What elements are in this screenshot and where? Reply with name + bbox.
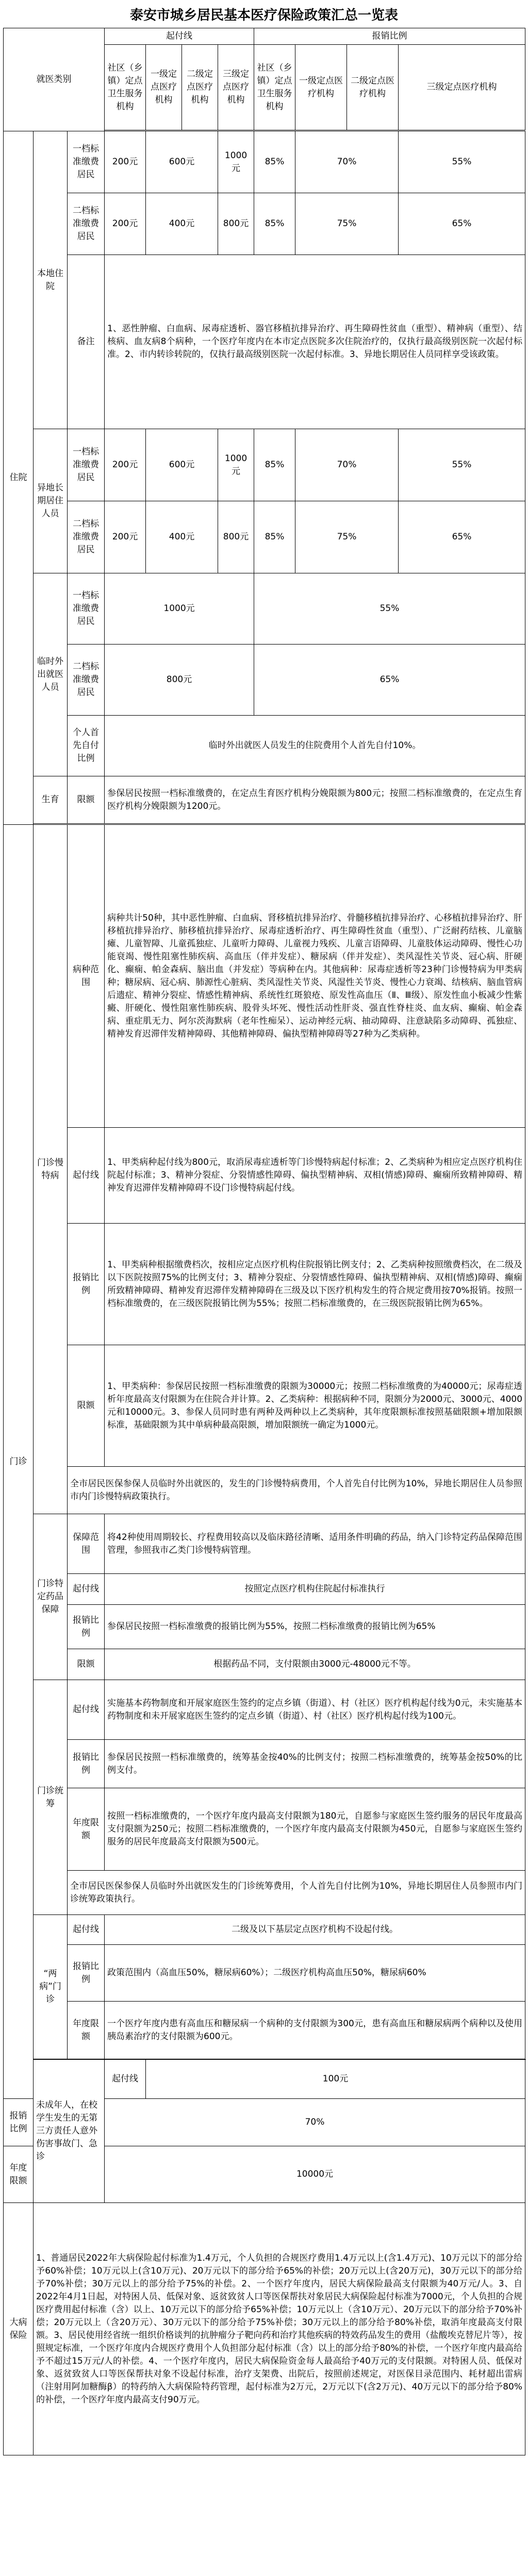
cell: 1000元 <box>105 573 254 645</box>
cell: 55% <box>399 429 525 501</box>
table-row <box>4 1605 525 1649</box>
cell: 65% <box>254 645 525 716</box>
header-ratio-level1: 一级定点医疗机构 <box>295 45 347 130</box>
cell: 1000元 <box>218 131 254 193</box>
table-row <box>4 255 525 429</box>
table-row <box>4 1224 525 1345</box>
two-limit: 一个医疗年度内患有高血压和糖尿病一个病种的支付限额为300元，患有高血压和糖尿病两个病种以及使用胰岛素治疗的支付限额为600元。 <box>105 2002 525 2059</box>
chronic-note: 全市居民医保参保人员临时外出就医的，发生的门诊慢特病费用，个人首先自付比例为10%，异地长期居住人员参照市内门诊慢特病政策执行。 <box>68 1467 525 1514</box>
maternity-sub: 限额 <box>68 776 105 824</box>
header-community: 社区（乡镇）定点卫生服务机构 <box>105 45 146 130</box>
two-ratio: 政策范围内（高血压50%，糖尿病60%）；二级医疗机构高血压50%，糖尿病60% <box>105 1945 525 2002</box>
table-row <box>4 776 525 824</box>
minors-ratio-label: 报销比例 <box>4 2099 34 2146</box>
table-row <box>4 716 525 776</box>
serious-text: 1、普通居民2022年大病保险起付标准为1.4万元，个人负担的合规医疗费用1.4万元以上(含1.4万元)、10万元以下的部分给予60%补偿；10万元以上(含10万元)、20万元以下的部分给予65%的补偿；20万元以上(含20万元)，30万元以下的部分给予70%补偿；30万元以上的部分给予75%的补偿。2、一个医疗年度内，居民大病保险最高支付限额为40万元/人。3、自2022年4月1日起，对特困人员、低保对象、返贫致贫人口等医保帮扶对象居民大病保险起付标准为7000元，个人负担的合规医疗费用起付标准（含）以上、10万元以下的部分给予65%补偿；10万元以上（含10万元）、20万元以下的部分给予70%补偿；20万元以上（含20万元）、30万元以下的部分给予75%补偿；30万元以上的部分给予80%补偿，取消年度最高支付限额。3、居民使用经省统一组织价格谈判的抗肿瘤分子靶向药和治疗其他疾病的特效药品发生的费用（盐酸埃克替尼片等），按照规定标准，一个医疗年度内合规医疗费用个人负担部分起付标准（含）以上的部分给予80%的补偿，一个医疗年度内最高给予不超过15万元/人的补偿。4、一个医疗年度内，居民大病保险资金每人最高给予40万元的支付限额。对特困人员、低保对象、返贫致贫人口等医保帮扶对象不设起付标准，治疗支架费、出院后，按照前述规定，对医保目录范围内、耗材超出雷病（注射用阿加糖酶β）的特药纳入大病保险特药管理，起付标准为2万元，2万元以下(含2万元)、40万元以下的部分给予80%的补偿，一个医疗年度内最高支付90万元。 <box>34 2203 525 2455</box>
header-level1: 一级定点医疗机构 <box>146 45 182 130</box>
remark-text: 1、恶性肿瘤、白血病、尿毒症透析、器官移植抗排异治疗、再生障碍性贫血（重型）、精神病（重型）、结核病、血友病8个病种，一个医疗年度内在本市定点医院多次住院治疗的，仅执行最高级别医院一次起付标准。2、市内转诊转院的，仅执行最高级别医院一次起付标准。3、异地长期居住人员同样享受该政策。 <box>105 255 525 429</box>
remote-long-label: 异地长期居住人员 <box>34 429 68 573</box>
chronic-limit-label: 限额 <box>68 1345 105 1467</box>
page <box>3 3 525 2455</box>
header-threshold: 起付线 <box>105 28 254 45</box>
table-row <box>4 1574 525 1605</box>
drug-scope-label: 保障范围 <box>68 1514 105 1574</box>
cell: 400元 <box>146 193 218 255</box>
table-row <box>4 1467 525 1514</box>
table-row <box>4 1915 525 1945</box>
page-title: 泰安市城乡居民基本医疗保险政策汇总一览表 <box>129 8 398 23</box>
header-category: 就医类别 <box>4 28 105 131</box>
pooling-ratio: 参保居民按照一档标准缴费的，统筹基金按40%的比例支付；按照二档标准缴费的，统筹基金按50%的比例支付。 <box>105 1740 525 1788</box>
tier-label: 二档标准缴费居民 <box>68 501 105 573</box>
table-row <box>4 645 525 716</box>
drug-limit: 根据药品不同，支付限额由3000元-48000元不等。 <box>105 1649 525 1680</box>
temp-out-label: 临时外出就医人员 <box>34 573 68 776</box>
minors-limit-label: 年度限额 <box>4 2146 34 2203</box>
remark-label: 备注 <box>68 255 105 429</box>
cell: 75% <box>295 501 399 573</box>
chronic-label: 门诊慢特病 <box>34 825 68 1514</box>
cell: 85% <box>254 131 295 193</box>
drug-threshold-label: 起付线 <box>68 1574 105 1605</box>
header-ratio: 报销比例 <box>254 28 525 45</box>
minors-threshold-label: 起付线 <box>105 2060 146 2099</box>
header-level3: 三级定点医疗机构 <box>218 45 254 130</box>
serious-label: 大病保险 <box>4 2203 34 2455</box>
cell: 200元 <box>105 131 146 193</box>
drug-ratio: 参保居民按照一档标准缴费的报销比例为55%，按照二档标准缴费的报销比例为65% <box>105 1605 525 1649</box>
tier-label: 一档标准缴费居民 <box>68 573 105 645</box>
table-row <box>4 2203 525 2455</box>
pooling-limit: 按照一档标准缴费的，一个医疗年度内最高支付限额为180元，自愿参与家庭医生签约服务的居民年度最高支付限额为250元；按照二档标准缴费的，一个医疗年度内最高支付限额为450元，自愿参与家庭医生签约服务的居民年度最高支付限额为500元。 <box>105 1788 525 1871</box>
table-row <box>4 1649 525 1680</box>
pooling-ratio-label: 报销比例 <box>68 1740 105 1788</box>
table-row <box>4 573 525 645</box>
cell: 800元 <box>105 645 254 716</box>
tier-label: 二档标准缴费居民 <box>68 193 105 255</box>
pooling-threshold: 实施基本药物制度和开展家庭医生签约的定点乡镇（街道）、村（社区）医疗机构起付线为0元，未实施基本药物制度和未开展家庭医生签约的定点乡镇（街道）、村（社区）医疗机构起付线为100元。 <box>105 1680 525 1740</box>
tier-label: 二档标准缴费居民 <box>68 645 105 716</box>
minors-threshold: 100元 <box>146 2060 525 2099</box>
cell: 200元 <box>105 193 146 255</box>
two-threshold: 二级及以下基层定点医疗机构不设起付线。 <box>105 1915 525 1945</box>
cell: 75% <box>295 193 399 255</box>
table-row <box>4 1514 525 1574</box>
chronic-limit: 1、甲类病种：参保居民按照一档标准缴费的限额为30000元；按照二档标准缴费的为40000元；尿毒症透析年度最高支付限额为在住院合并计算。2、乙类病种：根据病种不同，限额分为2000元、3000元、4000元和10000元。3、参保人员同时患有两种及两种以上乙类病种，其年度限额标准按照基础限额+增加限额标准，基础限额为其中单病种最高限额，增加限额统一确定为1000元。 <box>105 1345 525 1467</box>
cell: 200元 <box>105 429 146 501</box>
table-row <box>4 2060 525 2099</box>
table-row <box>4 1871 525 1915</box>
chronic-threshold-label: 起付线 <box>68 1128 105 1224</box>
maternity-label: 生育 <box>34 776 68 824</box>
header-level2: 二级定点医疗机构 <box>182 45 218 130</box>
self-pay-label: 个人首先自付比例 <box>68 716 105 776</box>
local-label: 本地住院 <box>34 131 68 429</box>
table-row <box>4 1945 525 2002</box>
table-row <box>4 825 525 1128</box>
two-limit-label: 年度限额 <box>68 2002 105 2059</box>
cell: 800元 <box>218 193 254 255</box>
policy-table <box>3 28 525 2455</box>
drug-label: 门诊特定药品保障 <box>34 1514 68 1680</box>
table-row <box>4 1128 525 1224</box>
header-ratio-level3: 三级定点医疗机构 <box>399 45 525 130</box>
chronic-ratio: 1、甲类病种根据缴费档次，按相应定点医疗机构住院报销比例支付；2、乙类病种按照缴费档次，在二级及以下医院按照75%的比例支付；3、精神分裂症、分裂情感性障碍、偏执型精神病、双相(情感)障碍、癫痫所致精神障碍、精神发育迟滞伴发精神障碍在三级及以下医疗机构发生的符合规定费用按70%报销。按照一档标准缴费的，在三级医院报销比例为55%；按照二档标准缴费的，在三级医院报销比例为65%。 <box>105 1224 525 1345</box>
cell: 65% <box>399 193 525 255</box>
cell: 70% <box>295 131 399 193</box>
cell: 600元 <box>146 429 218 501</box>
cell: 70% <box>295 429 399 501</box>
chronic-ratio-label: 报销比例 <box>68 1224 105 1345</box>
table-row <box>4 2002 525 2059</box>
header-ratio-level2: 二级定点医疗机构 <box>347 45 399 130</box>
tier-label: 一档标准缴费居民 <box>68 429 105 501</box>
cell: 85% <box>254 501 295 573</box>
drug-limit-label: 限额 <box>68 1649 105 1680</box>
table-row <box>4 429 525 501</box>
table-row <box>4 193 525 255</box>
cell: 1000元 <box>218 429 254 501</box>
header-ratio-community: 社区（乡镇）定点卫生服务机构 <box>254 45 295 130</box>
table-row <box>4 1788 525 1871</box>
minors-limit: 10000元 <box>105 2146 525 2203</box>
table-row <box>4 1680 525 1740</box>
two-threshold-label: 起付线 <box>68 1915 105 1945</box>
chronic-scope-label: 病种范围 <box>68 825 105 1128</box>
chronic-scope: 病种共计50种，其中恶性肿瘤、白血病、肾移植抗排异治疗、骨髓移植抗排异治疗、心移植抗排异治疗、肝移植抗排异治疗、肺移植抗排异治疗、尿毒症透析治疗、再生障碍性贫血（重型）、广泛耐药结核、儿童脑瘫、儿童智障、儿童孤独症、儿童听力障碍、儿童视力残疾、儿童言语障碍、儿童肢体运动障碍、慢性心功能衰竭、慢性阻塞性肺疾病、高血压（伴并发症）、糖尿病（伴并发症）、类风湿性关节炎、冠心病、肝硬化、癫痫、帕金森病、脑出血（并发症）等病种在内。其他病种：尿毒症透析等23种门诊慢特病为甲类病种；糖尿病、冠心病、肺源性心脏病、类风湿性关节炎、风湿性关节炎、慢性心力衰竭、结核病、脑血管病后遗症、精神分裂症、情感性精神病、系统性红斑狼疮、原发性高血压（Ⅱ、Ⅲ级）、原发性血小板减少性紫癜、肝硬化、慢性阻塞性肺疾病、股骨头坏死、慢性活动性肝炎、强直性脊柱炎、血友病、癫痫、帕金森病、重症肌无力、阿尔茨海默病（老年性痴呆）、运动神经元病、抽动障碍、注意缺陷多动障碍、孤独症、精神发育迟滞伴发精神障碍、其他精神障碍、偏执型精神障碍等27种为乙类病种。 <box>105 825 525 1128</box>
table-row <box>4 1740 525 1788</box>
inpatient-label: 住院 <box>4 131 34 825</box>
drug-ratio-label: 报销比例 <box>68 1605 105 1649</box>
header-row-1 <box>4 28 525 45</box>
table-row <box>4 131 525 193</box>
drug-threshold: 按照定点医疗机构住院起付标准执行 <box>105 1574 525 1605</box>
pooling-label: 门诊统筹 <box>34 1680 68 1915</box>
cell: 65% <box>399 501 525 573</box>
outpatient-label: 门诊 <box>4 825 34 2099</box>
table-row <box>4 1345 525 1467</box>
drug-scope: 将42种使用周期较长、疗程费用较高以及临床路径清晰、适用条件明确的药品，纳入门诊特定药品保障范围管理，参照我市乙类门诊慢特病管理。 <box>105 1514 525 1574</box>
self-pay-text: 临时外出就医人员发生的住院费用个人首先自付10%。 <box>105 716 525 776</box>
two-ratio-label: 报销比例 <box>68 1945 105 2002</box>
cell: 600元 <box>146 131 218 193</box>
pooling-threshold-label: 起付线 <box>68 1680 105 1740</box>
two-diseases-label: “两病”门诊 <box>34 1915 68 2059</box>
cell: 800元 <box>218 501 254 573</box>
cell: 200元 <box>105 501 146 573</box>
pooling-limit-label: 年度限额 <box>68 1788 105 1871</box>
table-row <box>4 501 525 573</box>
cell: 55% <box>399 131 525 193</box>
minors-ratio: 70% <box>105 2099 525 2146</box>
cell: 55% <box>254 573 525 645</box>
minors-label: 未成年人，在校学生发生的无第三方责任人意外伤害事故门、急诊 <box>34 2060 105 2203</box>
cell: 85% <box>254 429 295 501</box>
cell: 85% <box>254 193 295 255</box>
cell: 400元 <box>146 501 218 573</box>
pooling-note: 全市居民医保参保人员临时外出就医发生的门诊统筹费用，个人首先自付比例为10%，异地长期居住人员参照市内门诊统筹政策执行。 <box>68 1871 525 1915</box>
chronic-threshold: 1、甲类病种起付线为800元，取消尿毒症透析等门诊慢特病起付标准；2、乙类病种为相应定点医疗机构住院起付标准；3、精神分裂症、分裂情感性障碍、偏执型精神病、双相(情感)障碍、癫痫所致精神障碍、精神发育迟滞伴发精神障碍不设门诊慢特病起付线。 <box>105 1128 525 1224</box>
tier-label: 一档标准缴费居民 <box>68 131 105 193</box>
maternity-text: 参保居民按照一档标准缴费的，在定点生育医疗机构分娩限额为800元；按照二档标准缴费的，在定点生育医疗机构分娩限额为1200元。 <box>105 776 525 824</box>
